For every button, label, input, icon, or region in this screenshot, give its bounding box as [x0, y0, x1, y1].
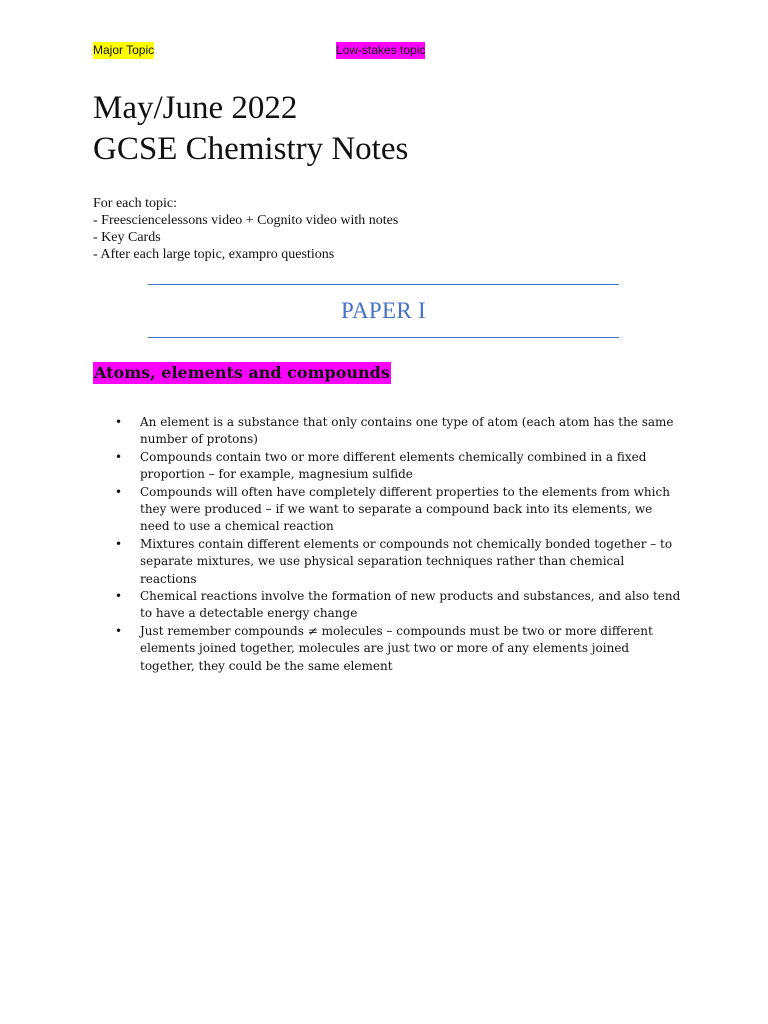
list-item [93, 588, 683, 623]
title-line-2: GCSE Chemistry Notes [93, 131, 409, 167]
list-item [93, 414, 683, 449]
list-item [93, 536, 683, 588]
bullet-list [93, 414, 683, 675]
topic-legend [93, 42, 593, 62]
paper-rule-top [148, 284, 619, 285]
bullet-icon: • [115, 449, 123, 464]
bullet-icon: • [115, 484, 123, 499]
intro-heading: For each topic: [93, 196, 177, 211]
title-line-1: May/June 2022 [93, 90, 298, 126]
low-stakes-topic-key: Low-stakes topic [336, 43, 426, 57]
list-item [93, 484, 683, 536]
intro-item: - After each large topic, exampro questions [93, 247, 335, 262]
paper-heading: PAPER I [341, 298, 426, 323]
bullet-icon: • [115, 623, 123, 638]
paper-rule-bottom [148, 337, 619, 338]
list-item [93, 623, 683, 675]
document-title [93, 88, 408, 170]
bullet-icon: • [115, 536, 123, 551]
intro-block [93, 195, 398, 263]
list-item-text: Compounds contain two or more different elements chemically combined in a fixed proportion – for example, magnesium sulfide [140, 449, 647, 482]
bullet-icon: • [115, 589, 123, 604]
list-item-text: Compounds will often have completely different properties to the elements from which they were produced – if we want to separate a compound back into its elements, we need to use a chemical reaction [140, 484, 670, 534]
bullet-icon: • [115, 415, 123, 429]
list-item-text: Chemical reactions involve the formation of new products and substances, and also tend to have a detectable energy change [140, 589, 681, 621]
list-item-text: Mixtures contain different elements or compounds not chemically bonded together – to separate mixtures, we use physical separation techniques rather than chemical reactions [140, 536, 673, 586]
section-heading: Atoms, elements and compounds [94, 363, 390, 382]
intro-item: - Key Cards [93, 230, 161, 245]
list-item-text: Just remember compounds ≠ molecules – compounds must be two or more different elements joined together, molecules are just two or more of any elements joined together, they could be the same element [140, 623, 653, 673]
list-item [93, 449, 683, 484]
major-topic-key: Major Topic [93, 43, 155, 57]
intro-item: - Freesciencelessons video + Cognito video with notes [93, 213, 399, 228]
list-item-text: An element is a substance that only contains one type of atom (each atom has the same number of protons) [140, 415, 674, 447]
